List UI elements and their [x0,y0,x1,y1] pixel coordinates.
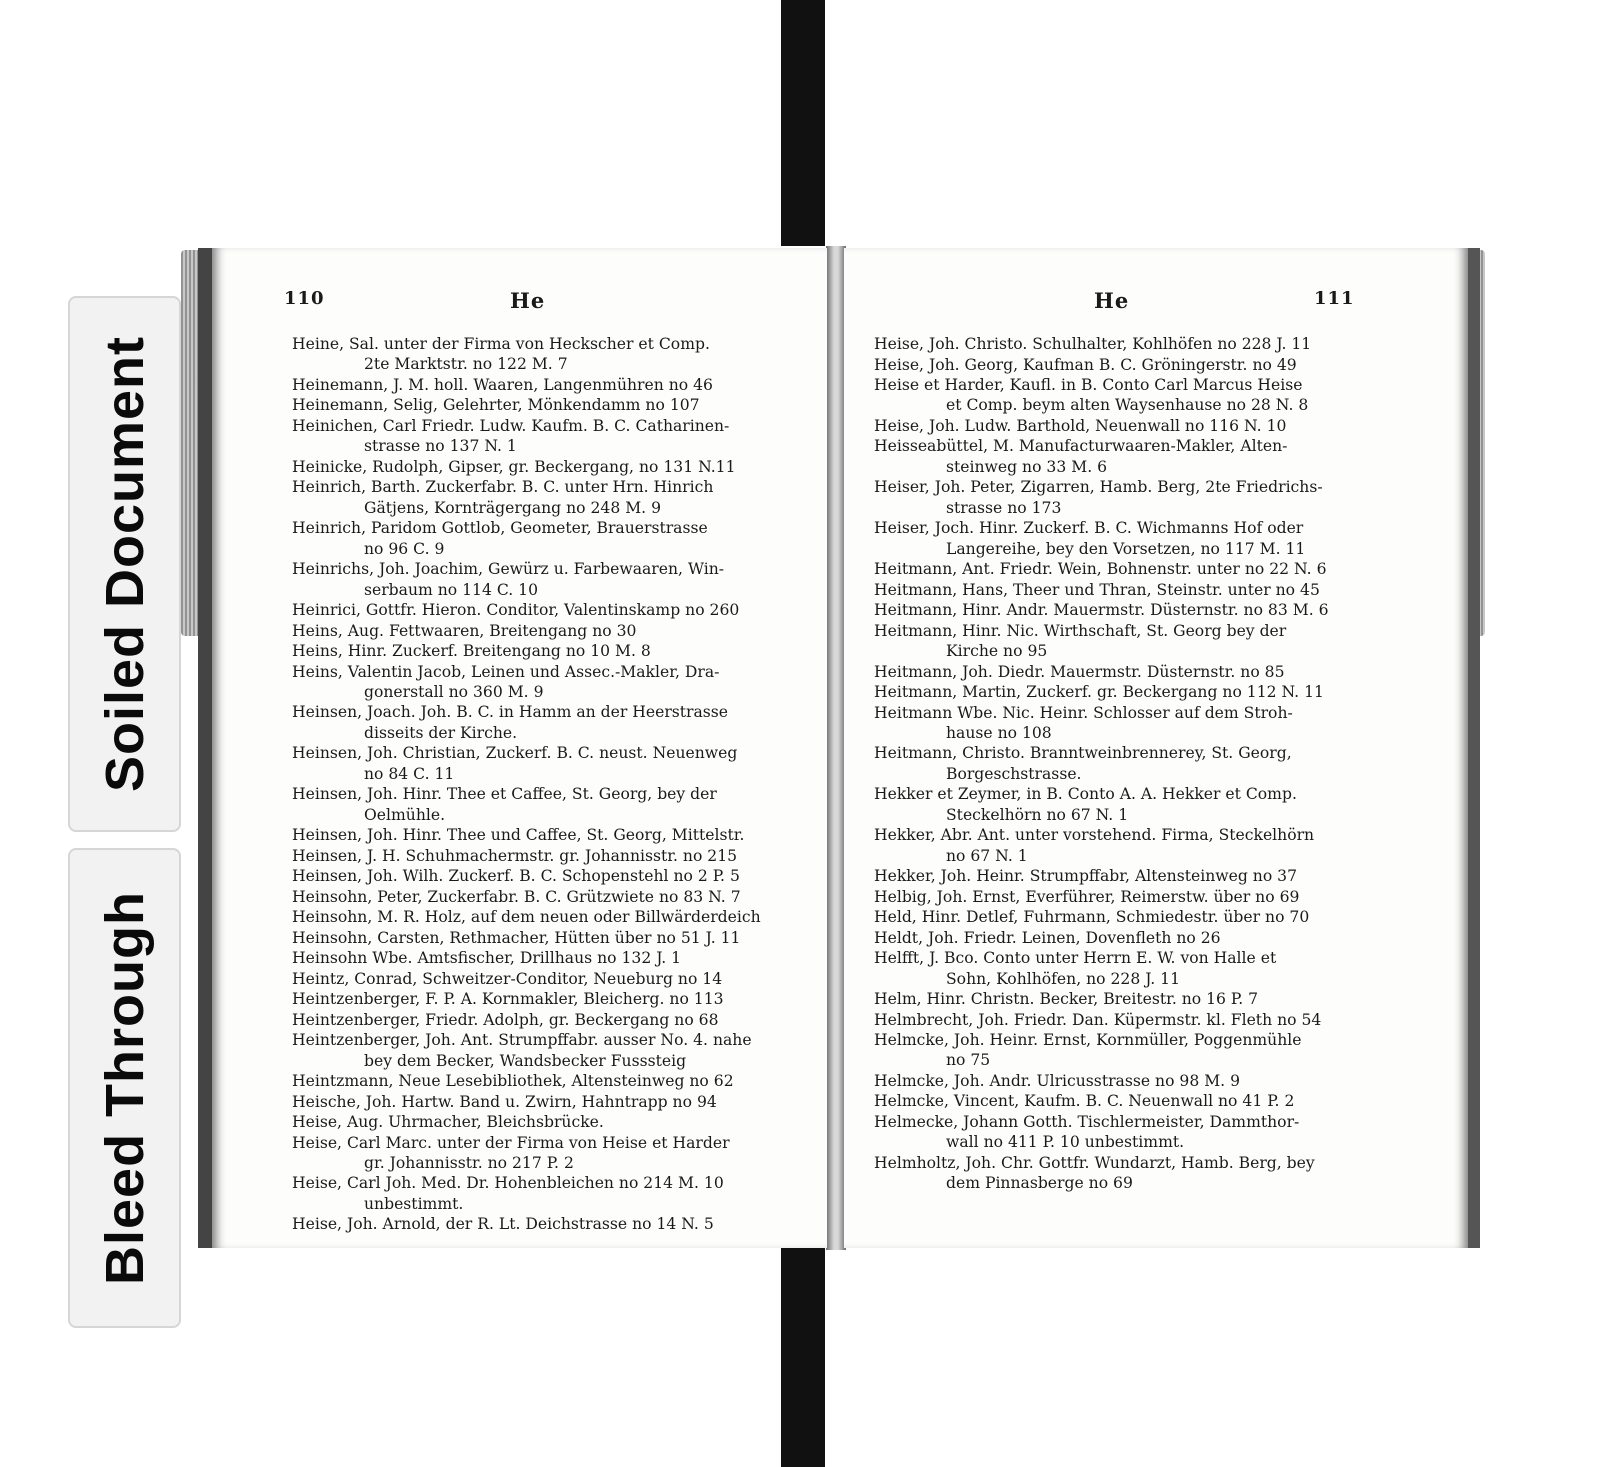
directory-entry [874,1030,1394,1071]
entry-continuation-line: unbestimmt. [364,1194,464,1213]
directory-entry [292,1071,812,1091]
entry-line: Heldt, Joh. Friedr. Leinen, Dovenfleth no 26 [874,928,1221,947]
entry-line: Heinsen, Joh. Hinr. Thee et Caffee, St. Georg, bey der [292,785,717,804]
entry-continuation-line: no 96 C. 9 [364,539,445,558]
directory-entry [874,416,1394,436]
directory-entry [874,907,1394,927]
directory-entry [292,641,812,661]
directory-entry [292,1214,812,1234]
directory-entry [874,580,1394,600]
entry-line: Heinsen, Joh. Hinr. Thee und Caffee, St. Georg, Mittelstr. [292,826,745,845]
entry-line: Heitmann, Hinr. Andr. Mauermstr. Düsternstr. no 83 M. 6 [874,601,1329,620]
entry-continuation-line: no 67 N. 1 [946,846,1028,865]
entry-continuation-line: steinweg no 33 M. 6 [946,457,1108,476]
soiled-document-stamp [68,296,181,832]
directory-entry [292,334,812,375]
entry-line: Heise et Harder, Kaufl. in B. Conto Carl Marcus Heise [874,376,1303,394]
directory-entry [874,375,1394,416]
directory-entry [874,784,1394,825]
right-page-entries [874,334,1394,1194]
left-page-header: He [510,288,546,313]
entry-continuation-line: Gätjens, Kornträgergang no 248 M. 9 [364,498,662,517]
entry-line: Heische, Joh. Hartw. Band u. Zwirn, Hahntrapp no 94 [292,1092,717,1111]
directory-entry [292,477,812,518]
entry-line: Heins, Hinr. Zuckerf. Breitengang no 10 M. 8 [292,642,651,661]
entry-line: Heise, Joh. Christo. Schulhalter, Kohlhöfen no 228 J. 11 [874,335,1312,353]
directory-entry [874,1153,1394,1194]
entry-continuation-line: Langereihe, bey den Vorsetzen, no 117 M. 11 [946,539,1306,558]
directory-entry [292,375,812,395]
entry-line: Heise, Carl Joh. Med. Dr. Hohenbleichen no 214 M. 10 [292,1174,724,1193]
entry-line: Heintzmann, Neue Lesebibliothek, Altensteinweg no 62 [292,1072,734,1091]
entry-continuation-line: Steckelhörn no 67 N. 1 [946,805,1129,824]
entry-line: Heitmann, Joh. Diedr. Mauermstr. Düsternstr. no 85 [874,662,1285,681]
entry-line: Heinsen, Joh. Wilh. Zuckerf. B. C. Schopenstehl no 2 P. 5 [292,867,740,886]
directory-entry [292,825,812,845]
entry-line: Heinsen, Joach. Joh. B. C. in Hamm an der Heerstrasse [292,703,729,722]
entry-line: Heinrich, Barth. Zuckerfabr. B. C. unter Hrn. Hinrich [292,478,714,497]
directory-entry [292,866,812,886]
entry-line: Heintzenberger, Joh. Ant. Strumpffabr. ausser No. 4. nahe [292,1031,752,1050]
entry-line: Heinsohn Wbe. Amtsfischer, Drillhaus no 132 J. 1 [292,949,682,968]
entry-line: Held, Hinr. Detlef, Fuhrmann, Schmiedestr. über no 70 [874,908,1310,927]
entry-line: Heinemann, J. M. holl. Waaren, Langenmühren no 46 [292,375,713,394]
entry-line: Helmecke, Johann Gotth. Tischlermeister, Dammthor- [874,1112,1300,1131]
directory-entry [874,989,1394,1009]
entry-line: Helmcke, Vincent, Kaufm. B. C. Neuenwall no 41 P. 2 [874,1092,1295,1111]
entry-line: Helbig, Joh. Ernst, Everführer, Reimerstw. über no 69 [874,887,1300,906]
entry-line: Heitmann, Hinr. Nic. Wirthschaft, St. Georg bey der [874,621,1287,640]
directory-entry [292,621,812,641]
entry-line: Heinichen, Carl Friedr. Ludw. Kaufm. B. C. Catharinen- [292,416,730,435]
directory-entry [874,559,1394,579]
directory-entry [874,334,1394,354]
entry-line: Heine, Sal. unter der Firma von Heckscher et Comp. [292,335,710,353]
directory-entry [874,866,1394,886]
directory-entry [874,621,1394,662]
right-page [844,248,1480,1248]
soiled-document-label: Soiled Document [94,335,155,793]
entry-line: Heinrici, Gottfr. Hieron. Conditor, Valentinskamp no 260 [292,601,740,620]
entry-continuation-line: Borgeschstrasse. [946,764,1082,783]
entry-line: Helmbrecht, Joh. Friedr. Dan. Küpermstr. kl. Fleth no 54 [874,1010,1322,1029]
directory-entry [292,662,812,703]
entry-line: Helfft, J. Bco. Conto unter Herrn E. W. von Halle et [874,949,1277,968]
entry-line: Heins, Aug. Fettwaaren, Breitengang no 30 [292,621,637,640]
entry-continuation-line: bey dem Becker, Wandsbecker Fusssteig [364,1051,687,1070]
entry-line: Heitmann, Ant. Friedr. Wein, Bohnenstr. unter no 22 N. 6 [874,560,1327,579]
directory-entry [874,1010,1394,1030]
directory-entry [292,395,812,415]
directory-entry [874,355,1394,375]
entry-line: Heins, Valentin Jacob, Leinen und Assec.-Makler, Dra- [292,662,720,681]
entry-line: Heinsohn, Peter, Zuckerfabr. B. C. Grützwiete no 83 N. 7 [292,887,741,906]
left-page [198,248,827,1248]
directory-entry [292,600,812,620]
entry-continuation-line: Sohn, Kohlhöfen, no 228 J. 11 [946,969,1181,988]
entry-line: Heinrichs, Joh. Joachim, Gewürz u. Farbewaaren, Win- [292,560,725,579]
entry-continuation-line: gr. Johannisstr. no 217 P. 2 [364,1153,574,1172]
directory-entry [292,702,812,743]
directory-entry [874,662,1394,682]
entry-line: Helmcke, Joh. Heinr. Ernst, Kornmüller, Poggenmühle [874,1031,1302,1050]
film-strip-top [781,0,825,246]
entry-line: Heise, Aug. Uhrmacher, Bleichsbrücke. [292,1113,604,1132]
directory-entry [292,948,812,968]
directory-entry [292,416,812,457]
directory-entry [874,743,1394,784]
directory-entry [292,928,812,948]
book-gutter [826,246,846,1250]
entry-line: Heitmann, Hans, Theer und Thran, Steinstr. unter no 45 [874,580,1320,599]
entry-continuation-line: strasse no 137 N. 1 [364,437,517,456]
directory-entry [292,1133,812,1174]
entry-line: Heise, Joh. Arnold, der R. Lt. Deichstrasse no 14 N. 5 [292,1215,714,1234]
entry-line: Heintz, Conrad, Schweitzer-Conditor, Neueburg no 14 [292,969,723,988]
directory-entry [292,743,812,784]
entry-continuation-line: disseits der Kirche. [364,723,518,742]
directory-entry [292,559,812,600]
directory-entry [874,477,1394,518]
directory-entry [874,600,1394,620]
directory-entry [292,518,812,559]
directory-entry [874,887,1394,907]
entry-line: Hekker et Zeymer, in B. Conto A. A. Hekker et Comp. [874,785,1297,804]
entry-line: Heise, Joh. Ludw. Barthold, Neuenwall no 116 N. 10 [874,416,1287,435]
directory-entry [292,784,812,825]
entry-continuation-line: hause no 108 [946,723,1052,742]
entry-continuation-line: no 75 [946,1051,991,1070]
entry-line: Heinsen, J. H. Schuhmachermstr. gr. Johannisstr. no 215 [292,846,738,865]
directory-entry [292,457,812,477]
directory-entry [874,703,1394,744]
entry-line: Heitmann Wbe. Nic. Heinr. Schlosser auf dem Stroh- [874,703,1293,722]
entry-continuation-line: Kirche no 95 [946,642,1048,661]
directory-entry [292,887,812,907]
directory-entry [874,928,1394,948]
film-strip-bottom [781,1228,825,1467]
entry-continuation-line: dem Pinnasberge no 69 [946,1174,1133,1193]
directory-entry [292,907,812,927]
entry-continuation-line: Oelmühle. [364,805,446,824]
entry-line: Hekker, Abr. Ant. unter vorstehend. Firma, Steckelhörn [874,826,1315,845]
entry-line: Helmholtz, Joh. Chr. Gottfr. Wundarzt, Hamb. Berg, bey [874,1153,1315,1172]
entry-continuation-line: no 84 C. 11 [364,764,455,783]
entry-line: Heisseabüttel, M. Manufacturwaaren-Makler, Alten- [874,437,1288,456]
entry-line: Heinsohn, M. R. Holz, auf dem neuen oder Billwärderdeich [292,908,761,927]
directory-entry [292,1173,812,1214]
entry-line: Hekker, Joh. Heinr. Strumpffabr, Altensteinweg no 37 [874,867,1298,886]
entry-line: Heinrich, Paridom Gottlob, Geometer, Brauerstrasse [292,519,708,538]
directory-entry [874,682,1394,702]
directory-entry [292,1112,812,1132]
entry-line: Heintzenberger, Friedr. Adolph, gr. Beckergang no 68 [292,1010,719,1029]
directory-entry [292,1030,812,1071]
entry-continuation-line: serbaum no 114 C. 10 [364,580,538,599]
directory-entry [874,1091,1394,1111]
entry-line: Heinsohn, Carsten, Rethmacher, Hütten über no 51 J. 11 [292,928,741,947]
directory-entry [292,969,812,989]
entry-line: Heinsen, Joh. Christian, Zuckerf. B. C. neust. Neuenweg [292,744,738,763]
entry-line: Helmcke, Joh. Andr. Ulricusstrasse no 98 M. 9 [874,1071,1241,1090]
entry-continuation-line: 2te Marktstr. no 122 M. 7 [364,355,568,374]
right-page-number: 111 [1314,288,1355,309]
entry-line: Heitmann, Martin, Zuckerf. gr. Beckergang no 112 N. 11 [874,683,1324,702]
entry-line: Heinemann, Selig, Gelehrter, Mönkendamm no 107 [292,396,700,415]
entry-line: Heintzenberger, F. P. A. Kornmakler, Bleicherg. no 113 [292,990,724,1009]
right-page-header: He [1094,288,1130,313]
entry-continuation-line: wall no 411 P. 10 unbestimmt. [946,1133,1185,1152]
entry-continuation-line: gonerstall no 360 M. 9 [364,682,544,701]
directory-entry [874,1071,1394,1091]
left-page-entries [292,334,812,1235]
directory-entry [874,948,1394,989]
directory-entry [874,825,1394,866]
left-page-number: 110 [284,288,325,309]
directory-entry [874,436,1394,477]
directory-entry [874,518,1394,559]
directory-entry [292,846,812,866]
bleed-through-label: Bleed Through [94,891,155,1285]
directory-entry [292,989,812,1009]
entry-line: Heise, Carl Marc. unter der Firma von Heise et Harder [292,1133,730,1152]
entry-line: Helm, Hinr. Christn. Becker, Breitestr. no 16 P. 7 [874,990,1259,1009]
entry-continuation-line: strasse no 173 [946,498,1062,517]
bleed-through-stamp [68,848,181,1328]
entry-line: Heiser, Joh. Peter, Zigarren, Hamb. Berg, 2te Friedrichs- [874,478,1323,497]
entry-line: Heitmann, Christo. Branntweinbrennerey, St. Georg, [874,744,1292,763]
entry-continuation-line: et Comp. beym alten Waysenhause no 28 N. 8 [946,396,1309,415]
entry-line: Heise, Joh. Georg, Kaufman B. C. Gröningerstr. no 49 [874,355,1297,374]
directory-entry [292,1092,812,1112]
entry-line: Heiser, Joch. Hinr. Zuckerf. B. C. Wichmanns Hof oder [874,519,1304,538]
directory-entry [292,1010,812,1030]
entry-line: Heinicke, Rudolph, Gipser, gr. Beckergang, no 131 N.11 [292,457,736,476]
directory-entry [874,1112,1394,1153]
